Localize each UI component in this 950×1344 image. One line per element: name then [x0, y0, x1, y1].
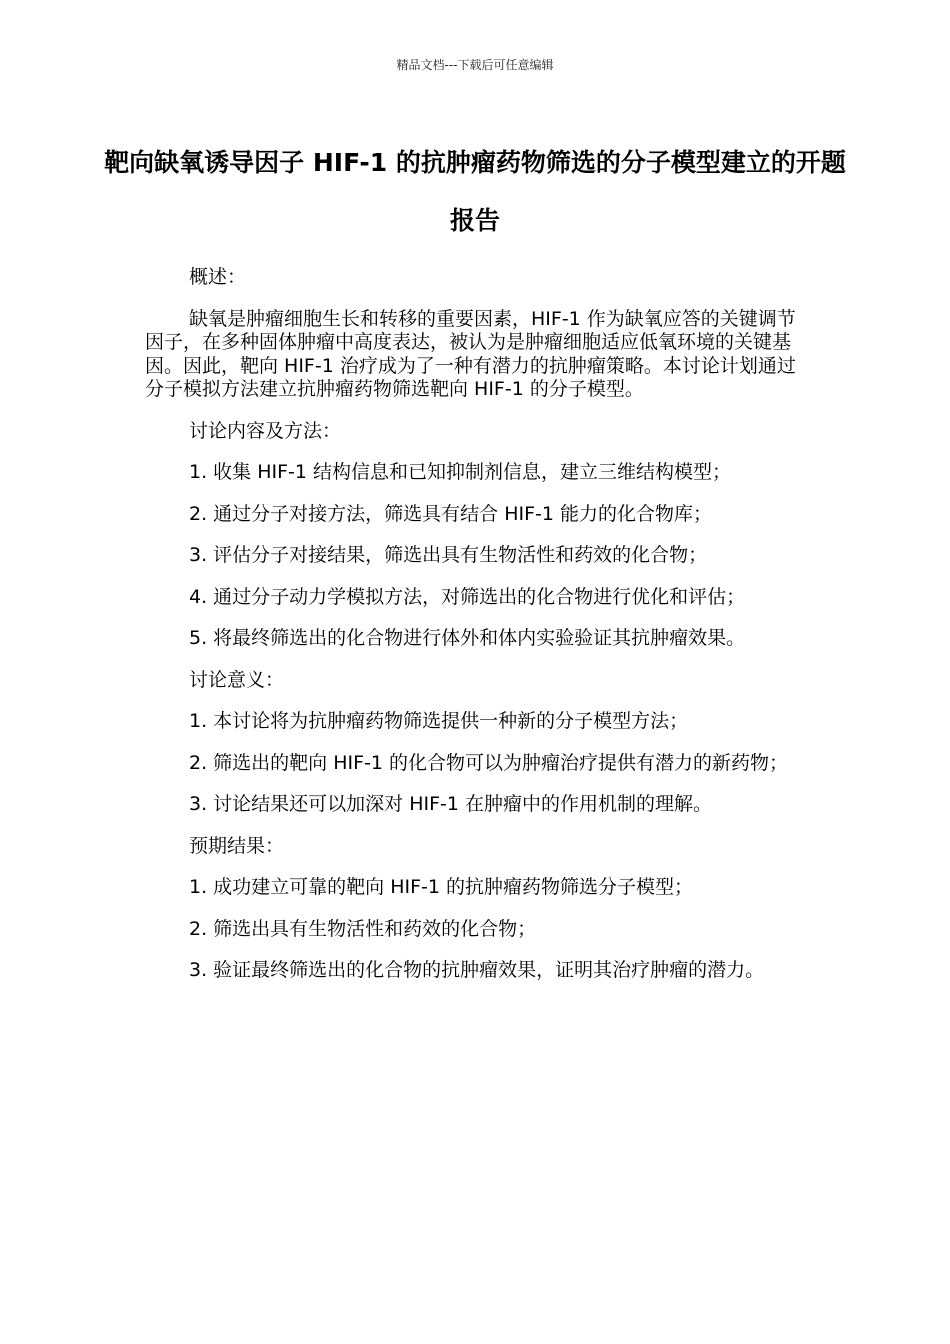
- methods-item-2: 2. 通过分子对接方法，筛选具有结合 HIF-1 能力的化合物库；: [189, 502, 713, 525]
- expected-item-1: 1. 成功建立可靠的靶向 HIF-1 的抗肿瘤药物筛选分子模型；: [189, 876, 694, 898]
- section-heading-methods: 讨论内容及方法：: [189, 419, 342, 442]
- significance-item-1: 1. 本讨论将为抗肿瘤药物筛选提供一种新的分子模型方法；: [189, 710, 689, 732]
- section-heading-expected-results: 预期结果：: [189, 834, 285, 857]
- overview-paragraph: 缺氧是肿瘤细胞生长和转移的重要因素，HIF-1 作为缺氧应答的关键调节因子，在多种固体肿瘤中高度表达，被认为是肿瘤细胞适应低氧环境的关键基因。因此，靶向 HIF-1 治疗成为了一种有潜力的抗肿瘤策略。本讨论计划通过分子模拟方法建立抗肿瘤药物筛选靶向 HIF-1 的分子模型。: [145, 307, 796, 400]
- section-heading-significance: 讨论意义：: [189, 668, 285, 691]
- expected-item-3: 3. 验证最终筛选出的化合物的抗肿瘤效果，证明其治疗肿瘤的潜力。: [189, 959, 765, 981]
- section-heading-overview: 概述：: [189, 266, 247, 288]
- methods-item-1: 1. 收集 HIF-1 结构信息和已知抑制剂信息，建立三维结构模型；: [189, 461, 732, 483]
- methods-item-5: 5. 将最终筛选出的化合物进行体外和体内实验验证其抗肿瘤效果。: [189, 627, 746, 649]
- significance-item-3: 3. 讨论结果还可以加深对 HIF-1 在肿瘤中的作用机制的理解。: [189, 793, 713, 815]
- methods-item-4: 4. 通过分子动力学模拟方法，对筛选出的化合物进行优化和评估；: [189, 585, 746, 608]
- significance-item-2: 2. 筛选出的靶向 HIF-1 的化合物可以为肿瘤治疗提供有潜力的新药物；: [189, 751, 789, 774]
- page-header: 精品文档---下载后可任意编辑: [396, 58, 554, 72]
- expected-item-2: 2. 筛选出具有生物活性和药效的化合物；: [189, 917, 537, 940]
- document-title: 靶向缺氧诱导因子 HIF-1 的抗肿瘤药物筛选的分子模型建立的开题报告: [104, 148, 846, 235]
- methods-item-3: 3. 评估分子对接结果，筛选出具有生物活性和药效的化合物；: [189, 544, 708, 566]
- document-body: [145, 266, 805, 1001]
